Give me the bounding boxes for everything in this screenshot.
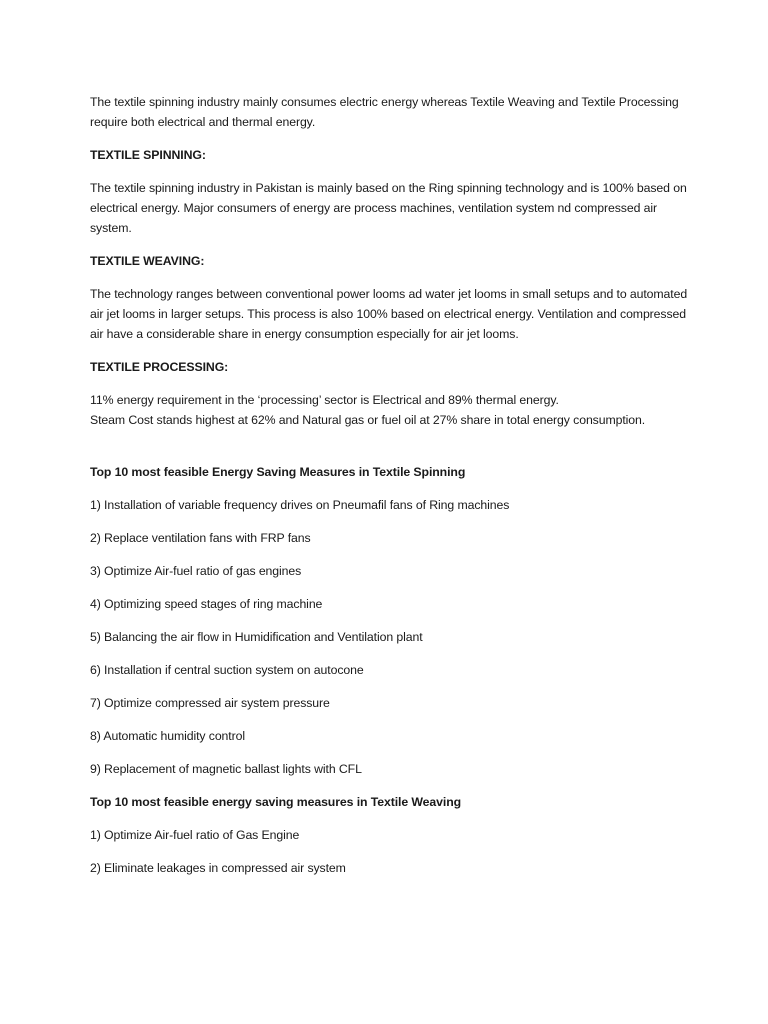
- spinning-paragraph: The textile spinning industry in Pakistan is mainly based on the Ring spinning technology and is 100% based on electrical energy. Major consumers of energy are process machines, ventilation system nd compressed air system.: [90, 181, 687, 235]
- list-item: 1) Installation of variable frequency drives on Pneumafil fans of Ring machines: [90, 498, 510, 512]
- processing-line-2: Steam Cost stands highest at 62% and Natural gas or fuel oil at 27% share in total energy consumption.: [90, 413, 646, 427]
- spinning-heading: TEXTILE SPINNING:: [90, 148, 206, 162]
- list-item: 5) Balancing the air flow in Humidification and Ventilation plant: [90, 630, 423, 644]
- weaving-measures-heading: Top 10 most feasible energy saving measures in Textile Weaving: [90, 795, 462, 809]
- list-item: 1) Optimize Air-fuel ratio of Gas Engine: [90, 828, 300, 842]
- document-page: [90, 92, 690, 891]
- list-item: 6) Installation if central suction system on autocone: [90, 663, 364, 677]
- list-item: 3) Optimize Air-fuel ratio of gas engines: [90, 564, 302, 578]
- weaving-paragraph: The technology ranges between conventional power looms ad water jet looms in small setups and to automated air jet looms in larger setups. This process is also 100% based on electrical energy. Ventilation and compressed air have a considerable share in energy consumption especially for air jet looms.: [90, 287, 688, 341]
- processing-line-1: 11% energy requirement in the ‘processing’ sector is Electrical and 89% thermal energy.: [90, 393, 559, 407]
- list-item: 2) Eliminate leakages in compressed air system: [90, 861, 346, 875]
- processing-heading: TEXTILE PROCESSING:: [90, 360, 229, 374]
- intro-paragraph: The textile spinning industry mainly consumes electric energy whereas Textile Weaving and Textile Processing require both electrical and thermal energy.: [90, 95, 679, 129]
- spinning-measures-heading: Top 10 most feasible Energy Saving Measures in Textile Spinning: [90, 465, 466, 479]
- list-item: 2) Replace ventilation fans with FRP fans: [90, 531, 311, 545]
- list-item: 7) Optimize compressed air system pressure: [90, 696, 330, 710]
- weaving-heading: TEXTILE WEAVING:: [90, 254, 205, 268]
- list-item: 4) Optimizing speed stages of ring machine: [90, 597, 323, 611]
- list-item: 8) Automatic humidity control: [90, 729, 245, 743]
- processing-paragraph: [90, 390, 690, 430]
- list-item: 9) Replacement of magnetic ballast lights with CFL: [90, 762, 362, 776]
